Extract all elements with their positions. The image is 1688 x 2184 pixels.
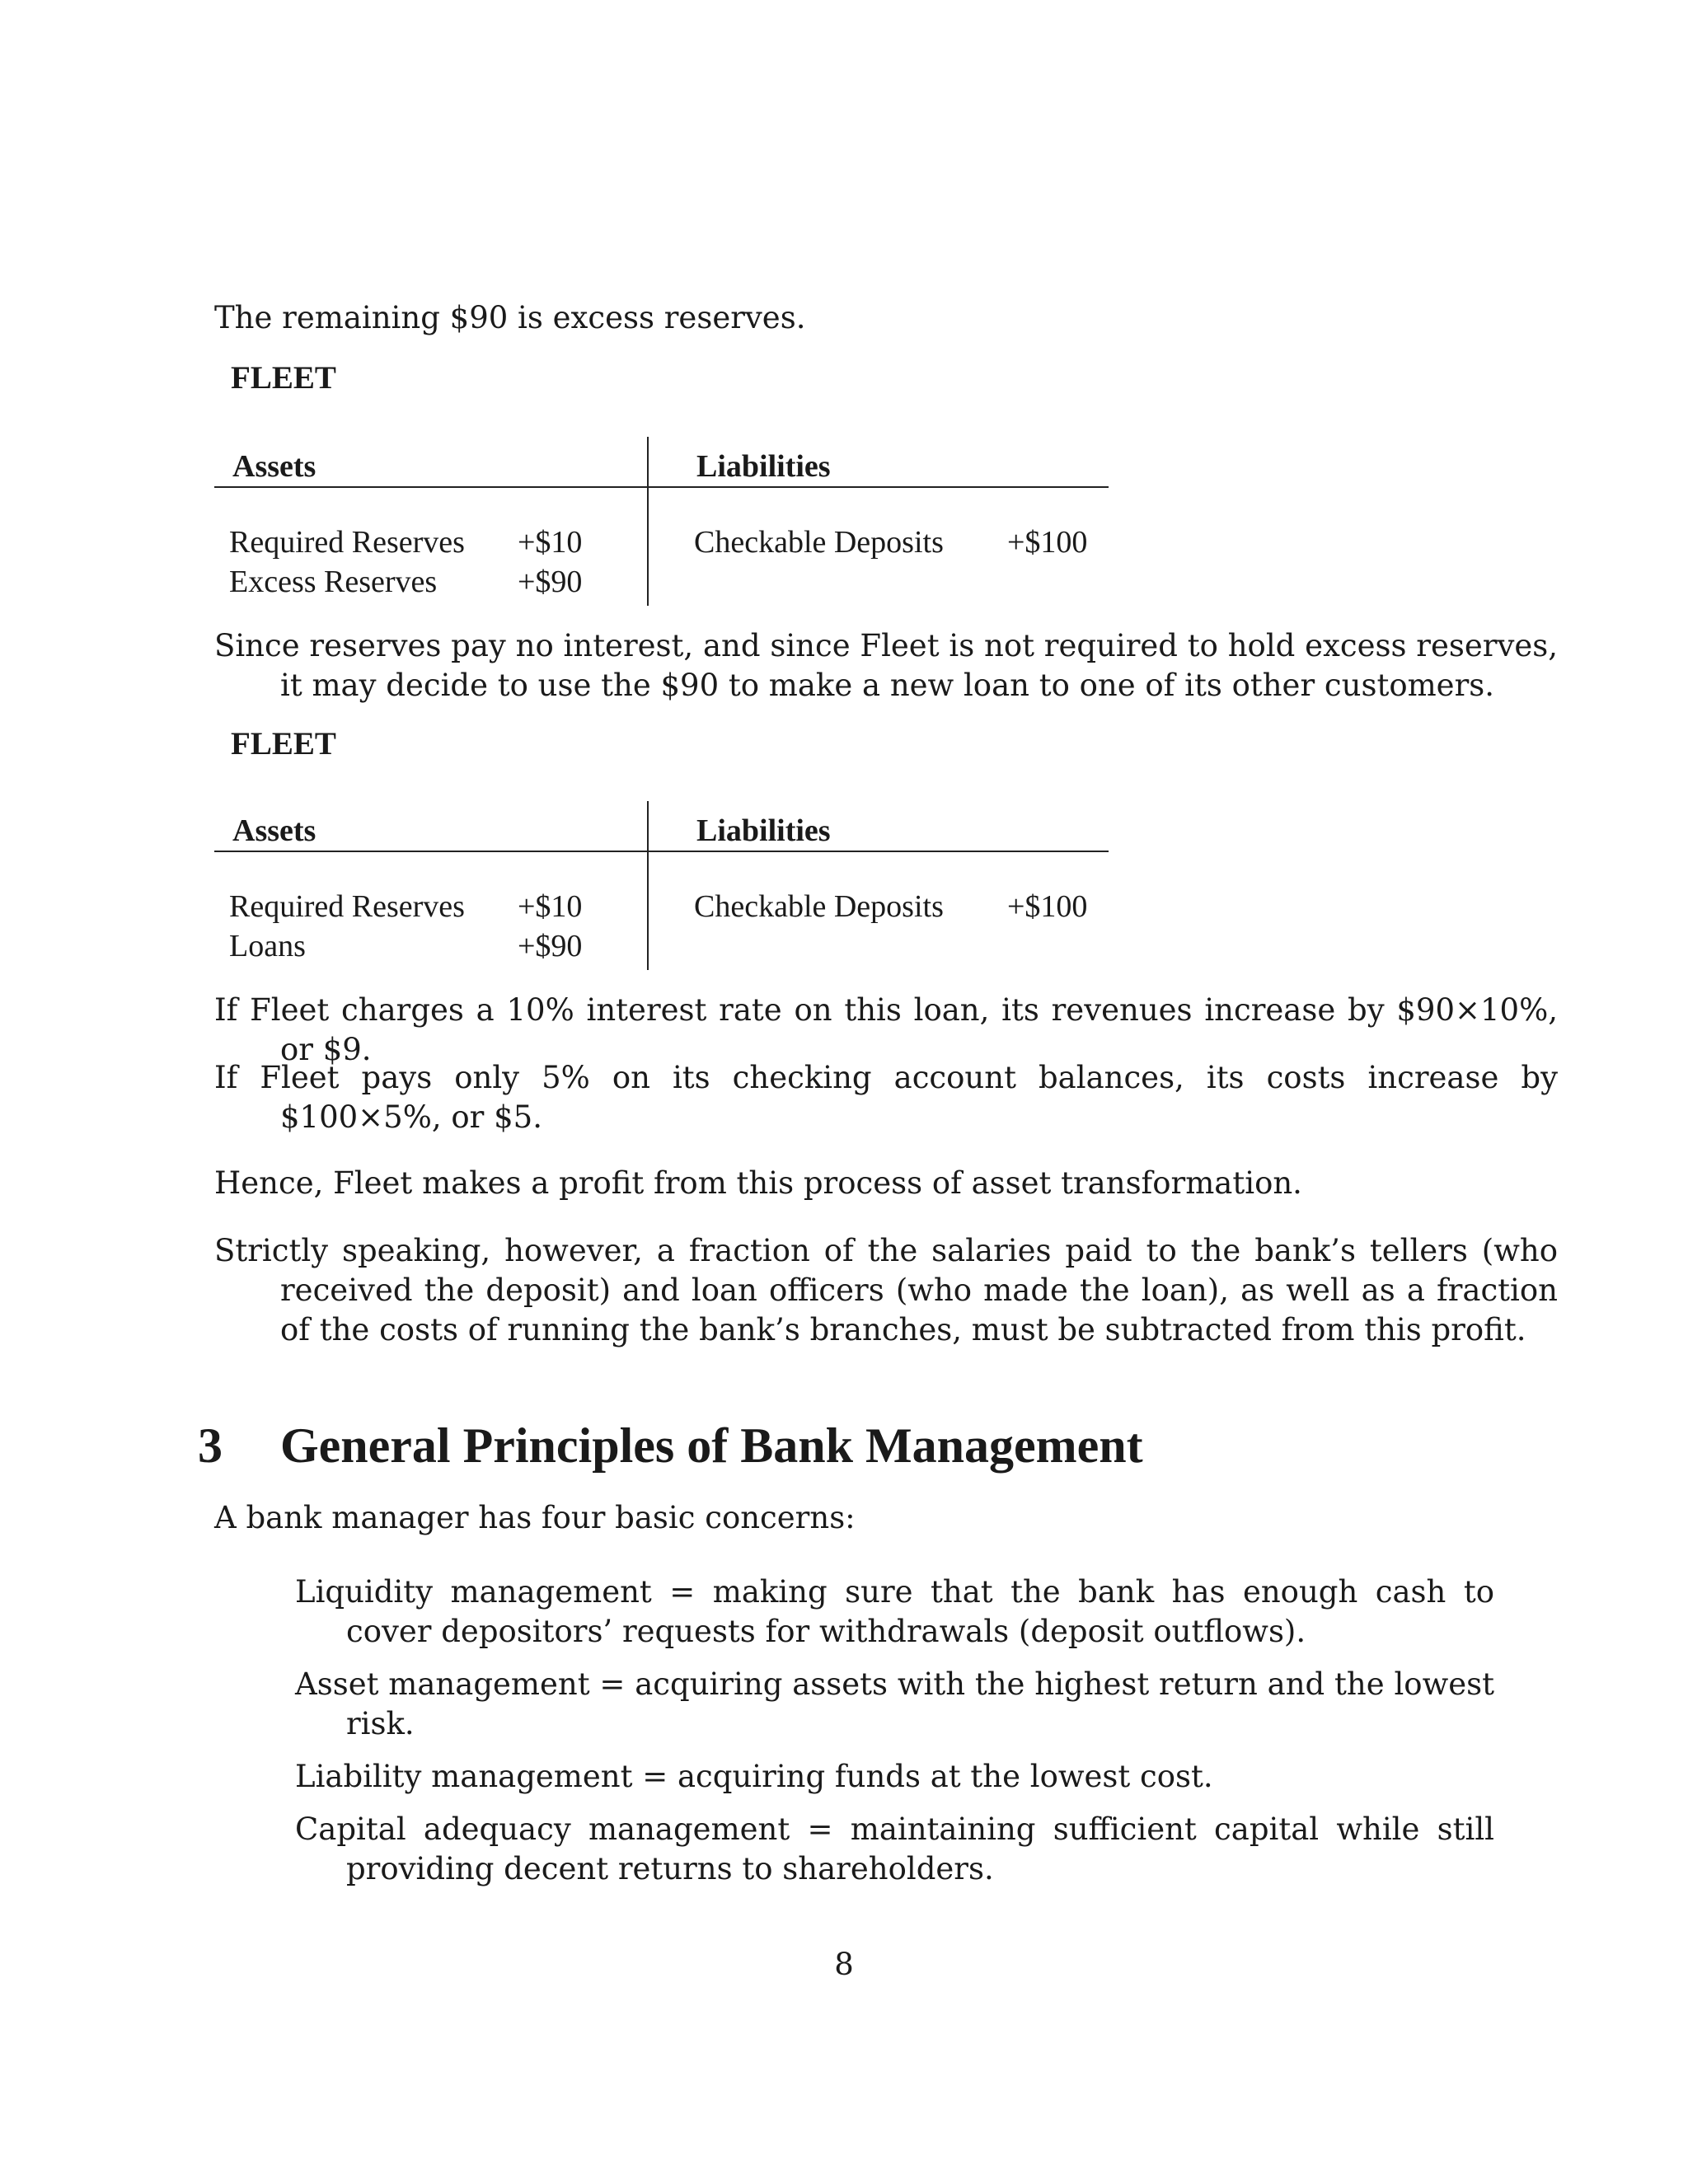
t-account-1	[214, 447, 1109, 607]
section-number: 3	[198, 1418, 223, 1473]
asset-label: Excess Reserves	[229, 565, 438, 599]
loan-decision-paragraph: Since reserves pay no interest, and since Fleet is not required to hold excess reserves, it may decide to use the $90 to make a new loan to one of its other customers.	[214, 628, 1558, 703]
t-account-1-title: FLEET	[231, 360, 336, 396]
concerns-intro: A bank manager has four basic concerns:	[214, 1500, 856, 1535]
profit-paragraph: Hence, Fleet makes a profit from this process of asset transformation.	[214, 1165, 1302, 1201]
list-item: Liquidity management = making sure that the bank has enough cash to cover depositors’ requests for withdrawals (deposit outflows).	[295, 1574, 1494, 1649]
section-heading	[198, 1418, 1143, 1474]
asset-value: +$90	[518, 565, 583, 599]
list-item: Capital adequacy management = maintaining sufficient capital while still providing decent returns to shareholders.	[295, 1811, 1494, 1886]
t-account-1-header	[214, 447, 1109, 488]
t-account-2-assets-header: Assets	[232, 813, 316, 848]
concerns-list	[295, 1572, 1494, 1902]
t-account-2-liabilities-header: Liabilities	[696, 813, 831, 848]
strictly-speaking-paragraph: Strictly speaking, however, a fraction of the salaries paid to the bank’s tellers (who received the deposit) and loan officers (who made the loan), as well as a fraction of the costs of running the bank’s branches, must be subtracted from this profit.	[214, 1233, 1558, 1347]
t-account-1-assets-header: Assets	[232, 449, 316, 484]
asset-value: +$10	[518, 889, 583, 924]
t-account-2-title: FLEET	[231, 726, 336, 762]
t-account-1-liabilities-header: Liabilities	[696, 449, 831, 484]
t-account-1-divider	[647, 437, 649, 606]
liability-label: Checkable Deposits	[694, 889, 944, 924]
t-account-2	[214, 811, 1109, 972]
asset-label: Required Reserves	[229, 525, 465, 560]
list-item: Asset management = acquiring assets with the highest return and the lowest risk.	[295, 1666, 1494, 1741]
liability-value: +$100	[1007, 889, 1088, 924]
t-account-2-divider	[647, 801, 649, 970]
t-account-2-header	[214, 811, 1109, 852]
asset-value: +$90	[518, 929, 583, 963]
liability-label: Checkable Deposits	[694, 525, 944, 560]
costs-paragraph: If Fleet pays only 5% on its checking account balances, its costs increase by $100×5%, or $5.	[214, 1060, 1558, 1135]
intro-paragraph: The remaining $90 is excess reserves.	[214, 300, 806, 335]
list-item: Liability management = acquiring funds at the lowest cost.	[295, 1759, 1213, 1794]
asset-label: Required Reserves	[229, 889, 465, 924]
section-title-text: General Principles of Bank Management	[280, 1418, 1143, 1473]
page-number: 8	[834, 1947, 854, 1982]
asset-label: Loans	[229, 929, 306, 963]
revenue-paragraph: If Fleet charges a 10% interest rate on this loan, its revenues increase by $90×10%, or $9.	[214, 992, 1558, 1067]
asset-value: +$10	[518, 525, 583, 560]
liability-value: +$100	[1007, 525, 1088, 560]
